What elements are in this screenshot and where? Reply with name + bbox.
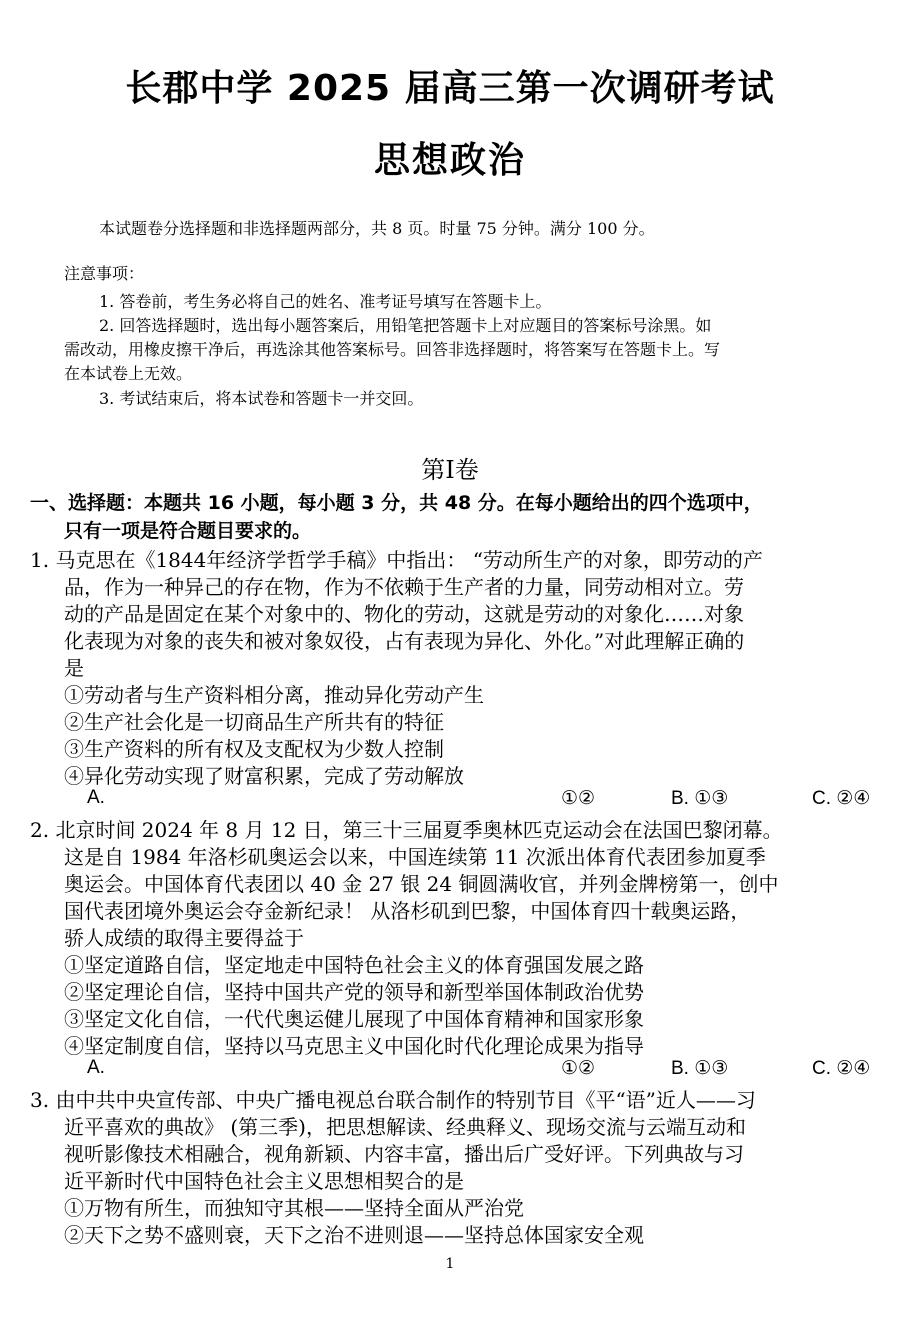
question-2-stem: 骄人成绩的取得主要得益于: [64, 926, 304, 950]
question-2-stem: 2. 北京时间 2024 年 8 月 12 日，第三十三届夏季奥林匹克运动会在法国巴黎闭幕。: [30, 818, 783, 842]
section-instruction: 一、选择题：本题共 16 小题，每小题 3 分，共 48 分。在每小题给出的四个选项中，: [30, 492, 763, 514]
question-1-stem: 动的产品是固定在某个对象中的、物化的劳动，这就是劳动的对象化……对象: [64, 602, 744, 626]
option-a-value: ①②: [561, 1058, 596, 1079]
note-line: 2. 回答选择题时，选出每小题答案后，用铅笔把答题卡上对应题目的答案标号涂黑。如: [99, 316, 712, 335]
option-b: B. ①③: [671, 788, 729, 809]
question-2-stem: 奥运会。中国体育代表团以 40 金 27 银 24 铜圆满收官，并列金牌榜第一，创中: [64, 872, 779, 896]
question-1-stem: 化表现为对象的丧失和被对象奴役，占有表现为异化、外化。”对此理解正确的: [64, 629, 745, 653]
question-2-item: ③坚定文化自信，一代代奥运健儿展现了中国体育精神和国家形象: [64, 1007, 644, 1031]
question-3-item: ①万物有所生，而独知守其根——坚持全面从严治党: [64, 1196, 524, 1220]
section-instruction: 只有一项是符合题目要求的。: [64, 520, 312, 542]
exam-intro: 本试题卷分选择题和非选择题两部分，共 8 页。时量 75 分钟。满分 100 分。: [99, 219, 655, 238]
option-c: C. ②④: [812, 1058, 871, 1079]
question-1-item: ①劳动者与生产资料相分离，推动异化劳动产生: [64, 683, 484, 707]
question-3-item: ②天下之势不盛则衰，天下之治不进则退——坚持总体国家安全观: [64, 1223, 644, 1247]
option-a-label: A.: [87, 1057, 105, 1078]
option-c: C. ②④: [812, 788, 871, 809]
question-1-item: ③生产资料的所有权及支配权为少数人控制: [64, 737, 444, 761]
question-3-stem: 视听影像技术相融合，视角新颖、内容丰富，播出后广受好评。下列典故与习: [64, 1142, 744, 1166]
question-2-stem: 国代表团境外奥运会夺金新纪录！ 从洛杉矶到巴黎，中国体育四十载奥运路，: [64, 899, 751, 923]
question-3-stem: 近平新时代中国特色社会主义思想相契合的是: [64, 1169, 464, 1193]
question-1-stem: 品，作为一种异己的存在物，作为不依赖于生产者的力量，同劳动相对立。劳: [64, 575, 744, 599]
question-1-item: ②生产社会化是一切商品生产所共有的特征: [64, 710, 444, 734]
question-2-item: ①坚定道路自信，坚定地走中国特色社会主义的体育强国发展之路: [64, 953, 644, 977]
question-1-item: ④异化劳动实现了财富积累，完成了劳动解放: [64, 764, 464, 788]
question-1-stem: 是: [64, 656, 84, 680]
question-3-stem: 近平喜欢的典故》 (第三季)，把思想解读、经典释义、现场交流与云端互动和: [64, 1115, 746, 1139]
section-title: 第Ⅰ卷: [421, 456, 479, 484]
question-1-stem: 1. 马克思在《1844年经济学哲学手稿》中指出： “劳动所生产的对象，即劳动的产: [30, 548, 763, 572]
note-line: 1. 答卷前，考生务必将自己的姓名、准考证号填写在答题卡上。: [99, 292, 552, 311]
question-2-item: ②坚定理论自信，坚持中国共产党的领导和新型举国体制政治优势: [64, 980, 644, 1004]
exam-title: 长郡中学 2025 届高三第一次调研考试: [125, 68, 775, 109]
option-b: B. ①③: [671, 1058, 729, 1079]
question-2-item: ④坚定制度自信，坚持以马克思主义中国化时代化理论成果为指导: [64, 1034, 644, 1058]
option-a-value: ①②: [561, 788, 596, 809]
page-number: 1: [445, 1256, 455, 1272]
note-line: 在本试卷上无效。: [64, 364, 193, 383]
note-line: 3. 考试结束后，将本试卷和答题卡一并交回。: [99, 389, 424, 408]
question-3-stem: 3. 由中共中央宣传部、中央广播电视总台联合制作的特别节目《平“语”近人——习: [30, 1088, 756, 1112]
notes-heading: 注意事项：: [64, 264, 145, 283]
note-line: 需改动，用橡皮擦干净后，再选涂其他答案标号。回答非选择题时，将答案写在答题卡上。写: [64, 340, 721, 359]
subject-title: 思想政治: [373, 140, 526, 181]
option-a-label: A.: [87, 787, 105, 808]
question-2-stem: 这是自 1984 年洛杉矶奥运会以来，中国连续第 11 次派出体育代表团参加夏季: [64, 845, 766, 869]
